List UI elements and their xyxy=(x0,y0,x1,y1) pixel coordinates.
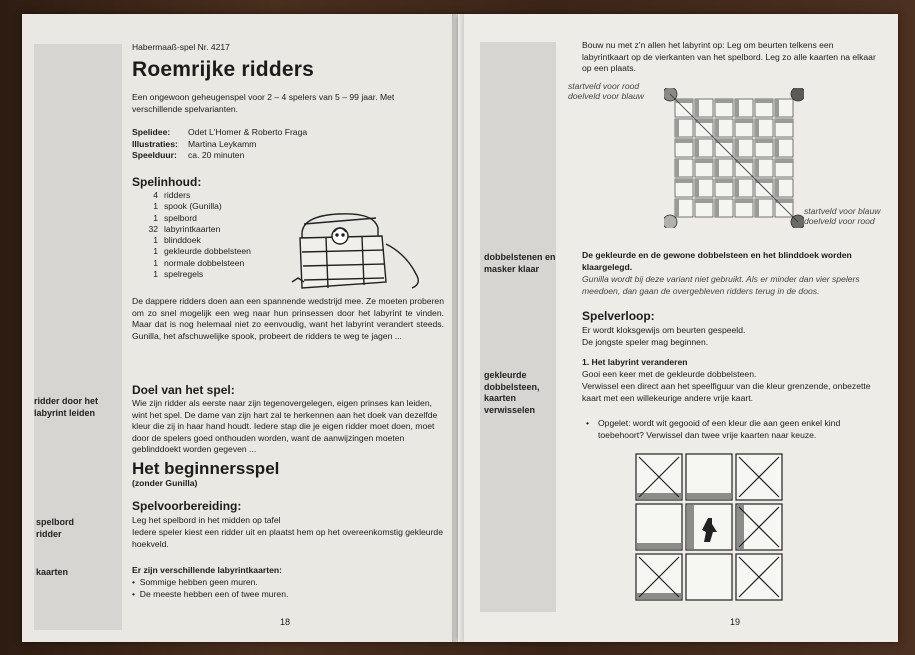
book-spine xyxy=(452,14,464,642)
page-number: 18 xyxy=(280,617,291,627)
prep-heading: Spelvoorbereiding: xyxy=(132,499,242,513)
dice-note: Gunilla wordt bij deze variant niet gebruikt. Als er minder dan vier spelers meedoen, dan gaan de overgebleven ridders terug in de doos. xyxy=(582,274,860,296)
tile-wall xyxy=(775,179,779,197)
labyrinth-tiles-illustration xyxy=(634,452,786,602)
tile-wall xyxy=(675,119,679,137)
step1-text-1: Gooi een keer met de gekleurde dobbelsteen. xyxy=(582,369,757,379)
page-number: 19 xyxy=(730,617,741,627)
cards-bullet: • De meeste hebben een of twee muren. xyxy=(132,589,289,599)
credit-label: Spelidee: xyxy=(132,127,171,137)
content-item: blinddoek xyxy=(164,235,201,246)
tile-wall xyxy=(675,199,679,217)
credits xyxy=(132,127,432,162)
prep-text-knight: Iedere speler kiest een ridder uit en plaatst hem op het overeenkomstig gekleurde hoekveld. xyxy=(132,527,443,549)
content-count: 1 xyxy=(153,212,158,223)
contents-heading: Spelinhoud: xyxy=(132,175,202,189)
content-count: 1 xyxy=(153,235,158,246)
card-wall xyxy=(687,505,694,549)
tile-wall xyxy=(755,119,759,137)
tile-wall xyxy=(735,159,753,163)
tile-wall xyxy=(715,159,719,177)
bullet-marker: • xyxy=(586,418,590,428)
tile-wall xyxy=(715,139,733,143)
tile-wall xyxy=(735,139,739,157)
page-title: Roemrijke ridders xyxy=(132,58,314,81)
right-page xyxy=(458,14,898,642)
tile-wall xyxy=(775,119,793,123)
credit-value: ca. 20 minuten xyxy=(188,150,245,160)
tile-wall xyxy=(675,159,679,177)
beginner-heading: Het beginnersspel xyxy=(132,459,280,478)
tile-wall xyxy=(695,99,699,117)
tile-wall xyxy=(715,179,733,183)
cards-bullet: • Sommige hebben geen muren. xyxy=(132,577,258,587)
label-goal-red: doelveld voor rood xyxy=(804,216,875,226)
game-number: Habermaaß-spel Nr. 4217 xyxy=(132,42,230,52)
tile-wall xyxy=(695,159,713,163)
cards-bullet-text: Sommige hebben geen muren. xyxy=(139,577,258,587)
card-wall xyxy=(687,493,731,499)
step1-margin-note: gekleurde dobbelsteen, kaarten verwisselen xyxy=(484,370,540,415)
credit-label: Illustraties: xyxy=(132,138,178,149)
credit-value: Odet L'Homer & Roberto Fraga xyxy=(188,127,308,137)
card-wall xyxy=(637,493,681,499)
tile-wall xyxy=(715,119,719,137)
tile-wall xyxy=(775,139,779,157)
dice-margin-note: dobbelstenen en masker klaar xyxy=(484,252,556,274)
tile-wall xyxy=(775,159,793,163)
tile-wall xyxy=(775,99,779,117)
goal-text: Wie zijn ridder als eerste naar zijn tegenovergelegen, eigen prinses kan leiden, wint het spel. De dame van zijn hart zal te herkennen aan het doek van dezelfde kleur die zij in haar hand houdt. Iedere stap die je eigen ridder moet doen, moet door de spelers goed onthouden worden, want de aanwijzingen moeten geblinddoekt worden gegeven ... xyxy=(132,398,438,454)
tile-wall xyxy=(755,139,773,143)
dice-text: De gekleurde en de gewone dobbelsteen en het blinddoek worden klaargelegd. xyxy=(582,250,852,272)
content-item: ridders xyxy=(164,190,191,200)
content-item: labyrintkaarten xyxy=(164,223,221,234)
content-count: 1 xyxy=(153,269,158,280)
goal-margin-note: ridder door het labyrint leiden xyxy=(34,396,99,418)
beginner-subheading: (zonder Gunilla) xyxy=(132,478,198,488)
content-count: 1 xyxy=(153,246,158,257)
tile-wall xyxy=(735,119,753,123)
prep-margin-note-board: spelbord xyxy=(36,517,75,527)
cards-margin-note: kaarten xyxy=(36,567,69,577)
tile-wall xyxy=(735,199,753,203)
labyrinth-card xyxy=(686,554,732,600)
tile-wall xyxy=(735,99,739,117)
tile-wall xyxy=(675,99,693,103)
game-board-illustration xyxy=(664,88,804,228)
goal-heading: Doel van het spel: xyxy=(132,383,235,397)
content-count: 4 xyxy=(153,190,158,200)
tile-wall xyxy=(715,99,733,103)
intro-text: Een ongewoon geheugenspel voor 2 – 4 spelers van 5 – 99 jaar. Met verschillende spelvarianten. xyxy=(132,92,395,114)
content-count: 1 xyxy=(153,201,158,212)
tile-wall xyxy=(735,179,739,197)
credit-label: Speelduur: xyxy=(132,150,177,160)
corner-field xyxy=(664,215,677,228)
credit-value: Martina Leykamm xyxy=(188,138,257,149)
card-wall xyxy=(637,593,681,599)
bullet-text: Opgelet: wordt wit gegooid of een kleur die aan geen enkel kind toebehoort? Verwissel dan twee vrije kaarten naar keuze. xyxy=(598,418,841,440)
story-text: De dappere ridders doen aan een spannende wedstrijd mee. Ze moeten proberen om zo snel mogelijk een weg naar hun prinsessen door het labyrint te vinden. Maar dat is nog helemaal niet zo eenvoudig, want het labyrint verandert steeds. Gunilla, het afschuwelijke spook, probeert de ridders te weg te jagen ... xyxy=(132,296,444,341)
tile-wall xyxy=(695,139,699,157)
build-text: Bouw nu met z'n allen het labyrint op: Leg om beurten telkens een labyrintkaart op de vierkanten van het spelbord. Leg zo alle kaarten na elkaar op een plaats. xyxy=(582,40,876,73)
label-goal-blue: doelveld voor blauw xyxy=(568,91,644,101)
tile-wall xyxy=(715,199,719,217)
step1-text-2: Verwissel een direct aan het speelfiguur van die kleur grenzende, onbezette kaart met een willekeurige andere vrije kaart. xyxy=(582,381,871,403)
tile-wall xyxy=(755,179,773,183)
label-start-red: startveld voor rood xyxy=(568,81,640,91)
content-count: 32 xyxy=(148,223,158,234)
prep-margin-note-knight: ridder xyxy=(36,529,62,539)
tile-wall xyxy=(755,99,773,103)
tile-wall xyxy=(695,199,713,203)
course-text-1: Er wordt kloksgewijs om beurten gespeeld. xyxy=(582,325,746,335)
content-item: spook (Gunilla) xyxy=(164,201,222,212)
tile-wall xyxy=(675,179,693,183)
right-margin-column xyxy=(480,42,556,612)
content-item: spelbord xyxy=(164,212,197,223)
content-count: 1 xyxy=(153,257,158,268)
content-item: spelregels xyxy=(164,269,204,280)
tile-wall xyxy=(675,139,693,143)
left-page xyxy=(22,14,458,642)
treasure-chest-illustration xyxy=(274,204,434,296)
tile-wall xyxy=(695,179,699,197)
tile-wall xyxy=(755,199,759,217)
left-margin-column xyxy=(34,44,122,630)
tile-wall xyxy=(695,119,713,123)
content-item: normale dobbelsteen xyxy=(164,257,245,268)
course-heading: Spelverloop: xyxy=(582,309,655,323)
course-text-2: De jongste speler mag beginnen. xyxy=(582,337,709,347)
corner-field xyxy=(791,88,804,101)
step1-heading: 1. Het labyrint veranderen xyxy=(582,357,688,367)
card-wall xyxy=(637,543,681,549)
prep-text-board: Leg het spelbord in het midden op tafel xyxy=(132,515,281,525)
tile-wall xyxy=(775,199,793,203)
tile-wall xyxy=(755,159,759,177)
content-item: gekleurde dobbelsteen xyxy=(164,246,251,257)
cards-heading: Er zijn verschillende labyrintkaarten: xyxy=(132,565,282,575)
label-start-blue: startveld voor blauw xyxy=(804,206,881,216)
cards-bullet-text: De meeste hebben een of twee muren. xyxy=(139,589,289,599)
